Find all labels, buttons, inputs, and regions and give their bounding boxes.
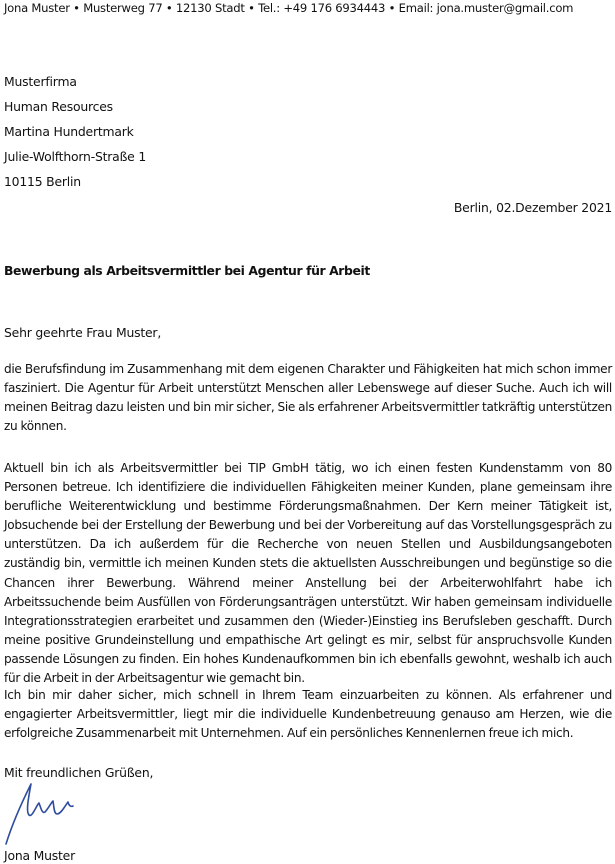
closing-phrase: Mit freundlichen Grüßen, xyxy=(4,765,154,780)
letter-subject: Bewerbung als Arbeitsvermittler bei Agentur für Arbeit xyxy=(4,263,370,278)
sender-contact-line: Jona Muster • Musterweg 77 • 12130 Stadt • Tel.: +49 176 6934443 • Email: jona.muster@gmail.com xyxy=(4,1,574,15)
body-paragraph-1: die Berufsfindung im Zusammenhang mit dem eigenen Charakter und Fähigkeiten hat mich schon immer fasziniert. Die Agentur für Arbeit unterstützt Menschen aller Lebenswege auf dieser Suche. Auch ich will meinen Beitrag dazu leisten und bin mir sicher, Sie als erfahrener Arbeitsvermittler tatkräftig unterstützen zu können. xyxy=(4,362,612,434)
recipient-department: Human Resources xyxy=(4,99,113,114)
recipient-contact-person: Martina Hundertmark xyxy=(4,124,134,139)
handwritten-signature xyxy=(2,778,88,848)
recipient-city: 10115 Berlin xyxy=(4,174,81,189)
signature-stroke xyxy=(6,784,73,844)
body-paragraph-2: Aktuell bin ich als Arbeitsvermittler bei TIP GmbH tätig, wo ich einen festen Kundenstamm von 80 Personen betreue. Ich identifiziere die individuellen Fähigkeiten meiner Kunden, plane gemeinsam ihre berufliche Weiterentwicklung und bestimme Förderungsmaßnahmen. Der Kern meiner Tätigkeit ist, Jobsuchende bei der Erstellung der Bewerbung und bei der Vorbereitung auf das Vorstellungsgespräch zu unterstützen. Da ich außerdem für die Recherche von neuen Stellen und Ausbildungsangeboten zuständig bin, vermittle ich meinen Kunden stets die aktuellsten Ausschreibungen und begünstige so die Chancen ihrer Bewerbung. Während meiner Anstellung bei der Arbeiterwohlfahrt habe ich Arbeitssuchende beim Ausfüllen von Förderungsanträgen unterstützt. Wir haben gemeinsam individuelle Integrationsstrategien erarbeitet und zusammen den (Wieder-)Einstieg ins Berufsleben geschafft. Durch meine positive Grundeinstellung und empathische Art gelingt es mir, selbst für anspruchsvolle Kunden passende Lösungen zu finden. Ein hohes Kundenaufkommen bin ich ebenfalls gewohnt, weshalb ich auch für die Arbeit in der Arbeitsagentur wie gemacht bin. xyxy=(4,461,612,686)
recipient-company: Musterfirma xyxy=(4,74,77,89)
sender-name: Jona Muster xyxy=(4,848,75,863)
body-paragraph-3: Ich bin mir daher sicher, mich schnell in Ihrem Team einzuarbeiten zu können. Als erfahrener und engagierter Arbeitsvermittler, liegt mir die individuelle Kundenbetreuung genauso am Herzen, wie die erfolgreiche Zusammenarbeit mit Unternehmen. Auf ein persönliches Kennenlernen freue ich mich. xyxy=(4,688,612,741)
recipient-address-block xyxy=(4,73,146,198)
recipient-street: Julie-Wolfthorn-Straße 1 xyxy=(4,149,147,164)
salutation: Sehr geehrte Frau Muster, xyxy=(4,325,162,340)
letter-date: Berlin, 02.Dezember 2021 xyxy=(453,200,612,215)
